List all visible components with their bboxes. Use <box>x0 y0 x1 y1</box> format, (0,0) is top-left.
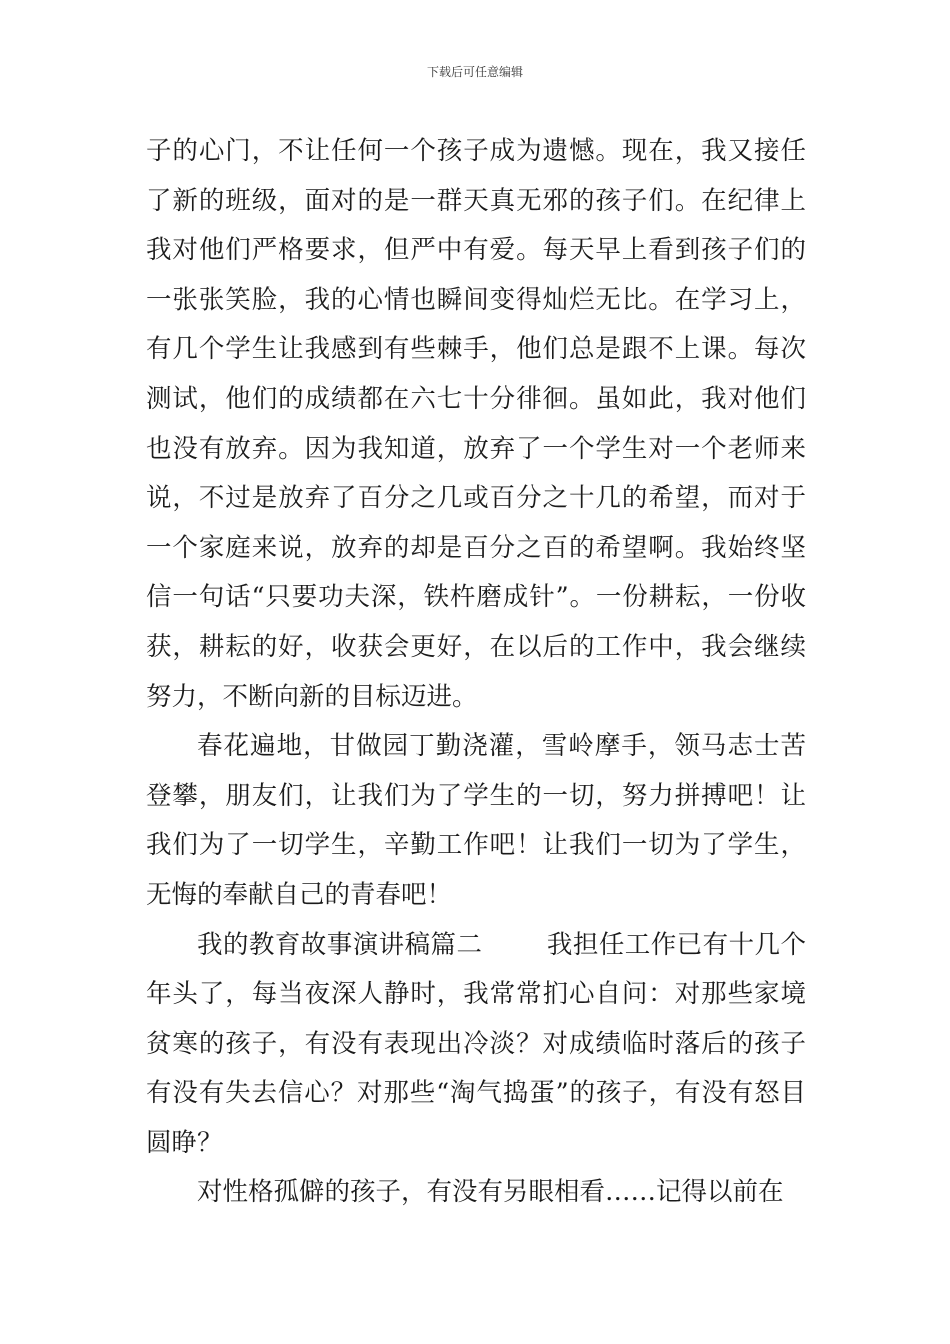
paragraph-3 <box>146 921 806 1169</box>
paragraph-4: 对性格孤僻的孩子，有没有另眼相看……记得以前在 <box>197 1177 784 1208</box>
header-note: 下载后可任意编辑 <box>426 65 523 79</box>
paragraph-3-text: 我担任工作已有十几个年头了，每当夜深人静时，我常常扪心自问：对那些家境贫寒的孩子，有没有表现出冷淡？对成绩临时落后的孩子有没有失去信心？对那些“淘气捣蛋”的孩子，有没有怒目圆睁？ <box>146 929 806 1158</box>
paragraph-2: 春花遍地，甘做园丁勤浇灌，雪岭摩手，领马志士苦登攀，朋友们，让我们为了学生的一切，努力拼搏吧！让我们为了一切学生，辛勤工作吧！让我们一切为了学生，无悔的奉献自己的青春吧！ <box>146 731 806 910</box>
paragraph-1: 子的心门，不让任何一个孩子成为遗憾。现在，我又接任了新的班级，面对的是一群天真无邪的孩子们。在纪律上我对他们严格要求，但严中有爱。每天早上看到孩子们的一张张笑脸，我的心情也瞬间变得灿烂无比。在学习上，有几个学生让我感到有些棘手，他们总是跟不上课。每次测试，他们的成绩都在六七十分徘徊。虽如此，我对他们也没有放弃。因为我知道，放弃了一个学生对一个老师来说，不过是放弃了百分之几或百分之十几的希望，而对于一个家庭来说，放弃的却是百分之百的希望啊。我始终坚信一句话“只要功夫深，铁杵磨成针”。一份耕耘，一份收获，耕耘的好，收获会更好，在以后的工作中，我会继续努力，不断向新的目标迈进。 <box>146 136 806 712</box>
section-heading: 我的教育故事演讲稿篇二 <box>197 929 483 960</box>
document-body <box>146 127 806 1218</box>
